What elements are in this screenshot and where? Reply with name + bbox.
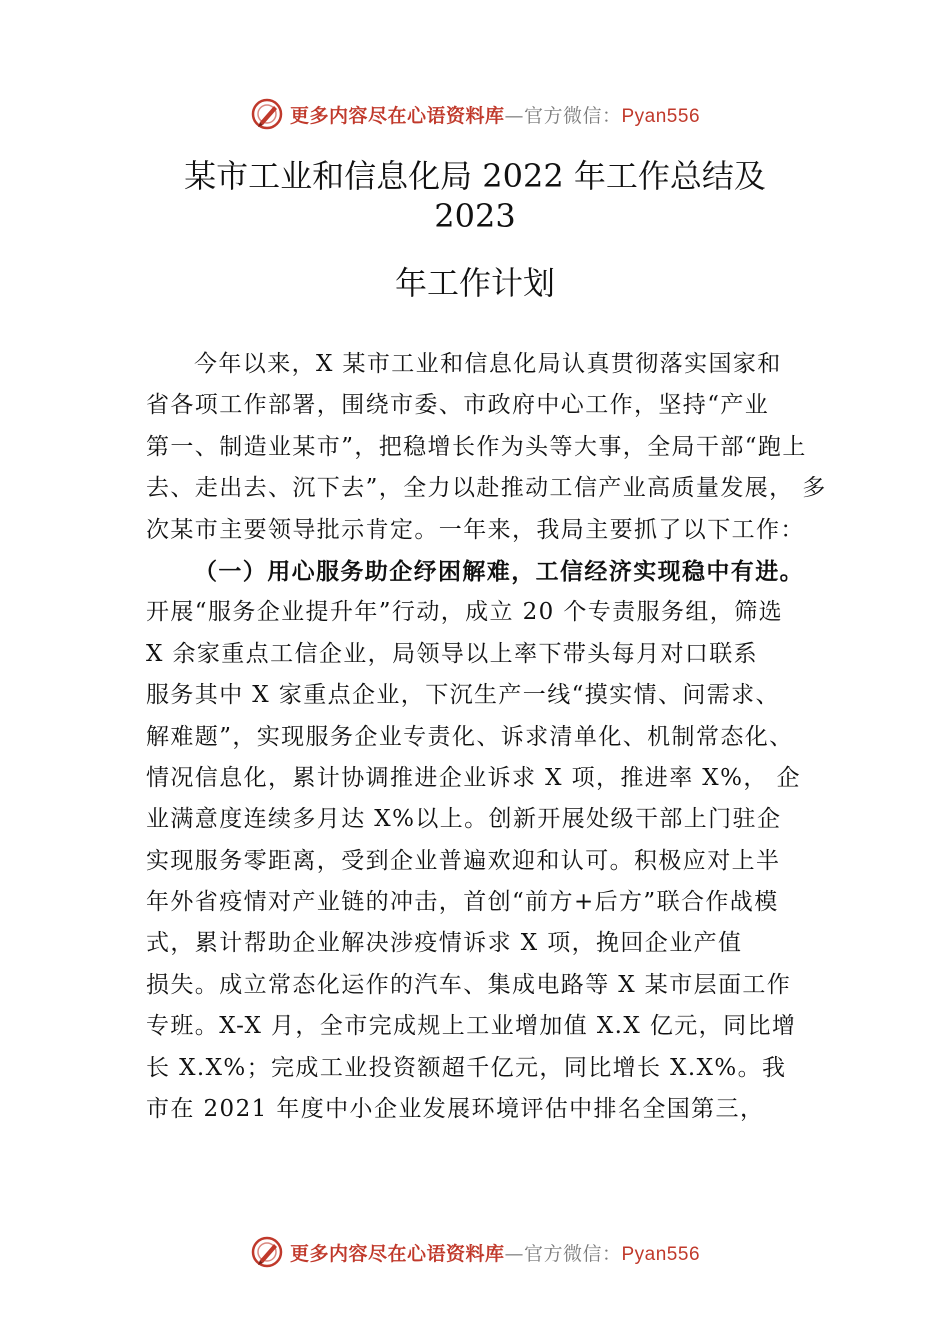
watermark-banner-top	[0, 94, 950, 134]
text-line: 省各项工作部署，围绕市委、市政府中心工作，坚持“产业	[146, 392, 770, 419]
document-title-line-1: 某市工业和信息化局 2022 年工作总结及	[184, 157, 766, 195]
watermark-banner-bottom	[0, 1232, 950, 1272]
text-line: 次某市主要领导批示肯定。一年来，我局主要抓了以下工作：	[146, 516, 805, 543]
text-line: 业满意度连续多月达 X%以上。创新开展处级干部上门驻企	[146, 806, 782, 833]
text-line: 去、走出去、沉下去”，全力以赴推动工信产业高质量发展， 多	[146, 475, 827, 502]
text-line: 解难题”，实现服务企业专责化、诉求清单化、机制常态化、	[146, 723, 794, 750]
watermark-wechat-id: Pyan556	[621, 105, 701, 127]
text-line: 市在 2021 年度中小企业发展环境评估中排名全国第三，	[146, 1096, 765, 1123]
watermark-wechat-label: 官方微信：	[523, 1242, 622, 1265]
document-body	[146, 344, 836, 1130]
watermark-dash: —	[504, 104, 524, 127]
watermark-wechat-id: Pyan556	[621, 1243, 701, 1265]
watermark-dash: —	[504, 1242, 524, 1265]
text-line: 式，累计帮助企业解决涉疫情诉求 X 项，挽回企业产值	[146, 930, 743, 957]
text-line: 损失。成立常态化运作的汽车、集成电路等 X 某市层面工作	[146, 971, 792, 998]
section-heading: （一）用心服务助企纾困解难，工信经济实现稳中有进。	[194, 557, 804, 585]
pen-seal-logo-icon	[250, 97, 284, 131]
document-title-line-2: 2023	[434, 197, 516, 235]
watermark-main: 更多内容尽在心语资料库	[289, 1242, 505, 1265]
pen-seal-logo-icon	[250, 1235, 284, 1269]
watermark-text	[290, 101, 700, 128]
text-line: 第一、制造业某市”，把稳增长作为头等大事，全局干部“跑上	[146, 433, 807, 460]
text-line: 长 X.X%；完成工业投资额超千亿元，同比增长 X.X%。我	[146, 1054, 787, 1081]
text-line: 服务其中 X 家重点企业，下沉生产一线“摸实情、问需求、	[146, 682, 780, 709]
text-line: 实现服务零距离，受到企业普遍欢迎和认可。积极应对上半	[146, 847, 781, 874]
watermark-wechat-label: 官方微信：	[523, 104, 622, 127]
document-title-line-3: 年工作计划	[394, 264, 555, 302]
text-line: 专班。X-X 月，全市完成规上工业增加值 X.X 亿元，同比增	[146, 1013, 797, 1040]
text-line: X 余家重点工信企业，局领导以上率下带头每月对口联系	[146, 640, 759, 667]
watermark-main: 更多内容尽在心语资料库	[289, 104, 505, 127]
text-line: 年外省疫情对产业链的冲击，首创“前方+后方”联合作战模	[146, 889, 779, 916]
text-line: 今年以来，X 某市工业和信息化局认真贯彻落实国家和	[194, 351, 782, 377]
watermark-text	[290, 1239, 700, 1266]
text-line: 情况信息化，累计协调推进企业诉求 X 项，推进率 X%， 企	[146, 764, 801, 791]
text-line: 开展“服务企业提升年”行动，成立 20 个专责服务组，筛选	[146, 599, 784, 626]
